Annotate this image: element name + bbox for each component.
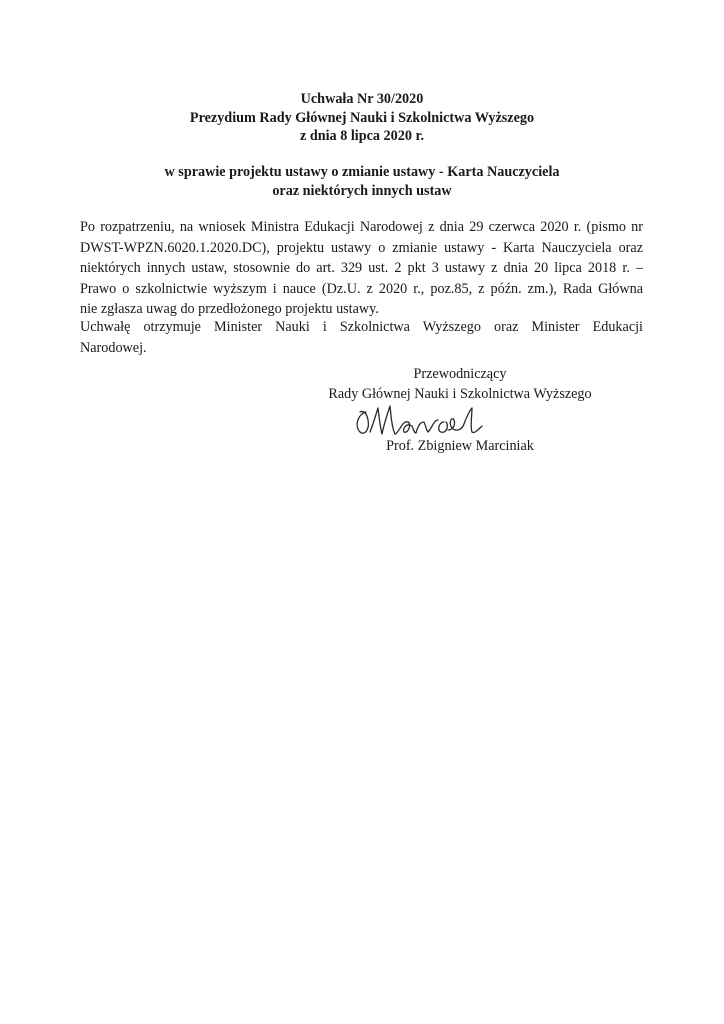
resolution-number: Uchwała Nr 30/2020 xyxy=(300,91,424,107)
signatory-body: Rady Głównej Nauki i Szkolnictwa Wyższego xyxy=(328,386,592,402)
subject-line-1: w sprawie projektu ustawy o zmianie ustawy - Karta Nauczyciela xyxy=(164,164,560,180)
handwritten-signature xyxy=(348,400,498,440)
resolution-heading xyxy=(0,90,724,146)
paragraph-line: nie zgłasza uwag do przedłożonego projektu ustawy. xyxy=(80,301,379,317)
resolution-subject xyxy=(0,163,724,200)
subject-line-2: oraz niektórych innych ustaw xyxy=(272,182,452,199)
resolution-date: z dnia 8 lipca 2020 r. xyxy=(299,128,425,144)
signatory-name: Prof. Zbigniew Marciniak xyxy=(386,438,534,454)
paragraph-line: DWST-WPZN.6020.1.2020.DC), projektu ustawy o zmianie ustawy - Karta Nauczyciela oraz xyxy=(80,239,643,256)
paragraph-recipients xyxy=(80,317,643,358)
paragraph-line: Uchwałę otrzymuje Minister Nauki i Szkolnictwa Wyższego oraz Minister Edukacji xyxy=(80,319,643,335)
paragraph-line: Po rozpatrzeniu, na wniosek Ministra Edukacji Narodowej z dnia 29 czerwca 2020 r. (pismo nr xyxy=(80,219,643,235)
signatory-title xyxy=(270,364,650,404)
issuing-body: Prezydium Rady Głównej Nauki i Szkolnictwa Wyższego xyxy=(189,109,535,126)
paragraph-line: Narodowej. xyxy=(80,339,147,356)
paragraph-decision xyxy=(80,217,643,320)
signatory-role: Przewodniczący xyxy=(413,366,507,382)
paragraph-line: niektórych innych ustaw, stosownie do art. 329 ust. 2 pkt 3 ustawy z dnia 20 lipca 2018 r. – xyxy=(80,260,643,276)
paragraph-line: Prawo o szkolnictwie wyższym i nauce (Dz.U. z 2020 r., poz.85, z późn. zm.), Rada Główna xyxy=(80,280,643,297)
